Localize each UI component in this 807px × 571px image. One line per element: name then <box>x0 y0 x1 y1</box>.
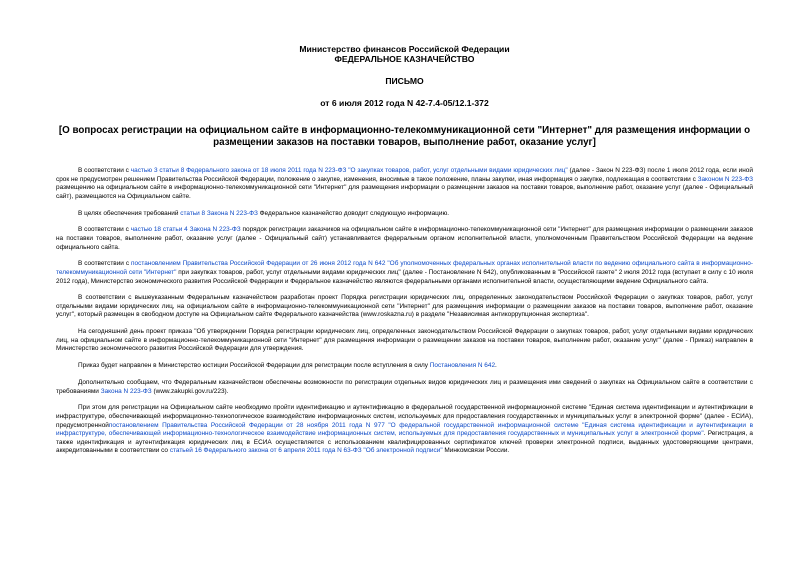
link-resolution-642-short[interactable]: Постановления N 642 <box>429 362 496 370</box>
paragraph-5: В соответствии с вышеуказанным Федеральным казначейством разработан проект Порядка регистрации юридических лиц, определенных законодательством Российской Федерации о закупках товаров, работ, услуг отдельными видами юридических лиц, на официальном сайте в информационно-телекоммуникационной сети "Интернет" для размещения информации о размещении заказов на поставки товаров, выполнение работ, оказание услуг", который размещен в свободном доступе на Официальном сайте Федерального казначейства (www.roskazna.ru) в разделе "Независимая антикоррупционная экспертиза". <box>56 294 753 319</box>
treasury-name: ФЕДЕРАЛЬНОЕ КАЗНАЧЕЙСТВО <box>334 54 475 64</box>
document-header <box>56 44 753 108</box>
paragraph-3: В соответствии с частью 18 статьи 4 Закона N 223-ФЗ порядок регистрации заказчиков на официальном сайте в информационно-телекоммуникационной сети "Интернет" для размещения информации о размещении заказов на поставки товаров, выполнение работ, оказание услуг (далее - Официальный сайт) устанавливается федеральным органом исполнительной власти, уполномоченным Правительством Российской Федерации на ведение официального сайта. <box>56 226 753 251</box>
paragraph-9: При этом для регистрации на Официальном сайте необходимо пройти идентификацию и аутентификацию в федеральной государственной информационной системе "Единая система идентификации и аутентификации в инфраструктуре, обеспечивающей информационно-технологическое взаимодействие информационных систем, используемых для предоставления государственных и муниципальных услуг в электронной форме" (далее - ЕСИА), предусмотреннойпостановлением Правительства Российской Федерации от 28 ноября 2011 года N 977 "О федеральной государственной информационной системе "Единая система идентификации и аутентификации в инфраструктуре, обеспечивающей информационно-технологическое взаимодействие информационных систем, используемых для предоставления государственных и муниципальных услуг в электронной форме". Регистрация, а также идентификация и аутентификация юридических лиц в ЕСИА осуществляется с использованием квалифицированных сертификатов ключей проверки электронной подписи, выданных удостоверяющими центрами, аккредитованными в соответствии со статьей 16 Федерального закона от 6 апреля 2011 года N 63-ФЗ "Об электронной подписи" Минкомсвязи России. <box>56 404 753 455</box>
document-type: ПИСЬМО <box>385 76 424 86</box>
paragraph-4: В соответствии с постановлением Правительства Российской Федерации от 26 июня 2012 года N 642 "Об уполномоченных федеральных органах исполнительной власти по ведению официального сайта в информационно-телекоммуникационной сети "Интернет" при закупках товаров, работ, услуг отдельными видами юридических лиц" (далее - Постановление N 642), опубликованным в "Российской газете" 2 июля 2012 года (вступает в силу с 10 июля 2012 года), Министерство экономического развития Российской Федерации и Федеральное казначейство являются федеральными органами исполнительной власти, осуществляющими ведение Официального сайта. <box>56 260 754 285</box>
link-part18-art4-law-223[interactable]: частью 18 статьи 4 Закона N 223-ФЗ <box>130 226 241 234</box>
link-resolution-977[interactable]: постановлением Правительства Российской Федерации от 28 ноября 2011 года N 977 "О федеральной государственной информационной системе "Единая система идентификации и аутентификации в инфраструктуре, обеспечивающей информационно-технологическое взаимодействие информационных систем, используемых для предоставления государственных и муниципальных услуг в электронной форме" <box>56 421 753 438</box>
paragraph-6: На сегодняшний день проект приказа "Об утверждении Порядка регистрации юридических лиц, определенных законодательством Российской Федерации о закупках товаров, работ, услуг отдельными видами юридических лиц, на официальном сайте в информационно-телекоммуникационной сети "Интернет" для размещения информации о размещении заказов на поставки товаров, выполнение работ, оказание услуг" (далее - Приказ) направлен в Министерство экономического развития Российской Федерации для утверждения. <box>56 328 753 353</box>
document-number: от 6 июля 2012 года N 42-7.4-05/12.1-372 <box>320 98 489 108</box>
paragraph-7: Приказ будет направлен в Министерство юстиции Российской Федерации для регистрации после вступления в силу Постановления N 642. <box>78 362 497 370</box>
document-title: [О вопросах регистрации на официальном сайте в информационно-телекоммуникационной сети "Интернет" для размещения информации о размещении заказов на поставки товаров, выполнение работ, оказание услуг] <box>58 125 751 148</box>
link-law-223-part3-art8[interactable]: частью 3 статьи 8 Федерального закона от 18 июля 2011 года N 223-ФЗ "О закупках товаров, работ, услуг отдельными видами юридических лиц" <box>130 167 568 174</box>
paragraph-1: В соответствии с частью 3 статьи 8 Федерального закона от 18 июля 2011 года N 223-ФЗ "О закупках товаров, работ, услуг отдельными видами юридических лиц" (далее - Закон N 223-ФЗ) после 1 июля 2012 года, если иной срок не предусмотрен решением Правительства Российской Федерации, положение о закупке, изменения, вносимые в такое положение, планы закупки, иная информация о закупке, подлежащая в соответствии с Законом N 223-ФЗ размещению на официальном сайте в информационно-телекоммуникационной сети "Интернет" для размещения информации о размещении заказов на поставки товаров, выполнение работ, оказание услуг (далее - Официальный сайт), размещаются на Официальном сайте. <box>56 167 753 200</box>
paragraph-8: Дополнительно сообщаем, что Федеральным казначейством обеспечены возможности по регистрации отдельных видов юридических лиц и размещения ими сведений о закупках на Официальном сайте в соответствии с требованиями Закона N 223-ФЗ (www.zakupki.gov.ru/223). <box>56 379 753 395</box>
link-law-223-requirements[interactable]: Закона N 223-ФЗ <box>100 387 152 395</box>
link-art8-law-223[interactable]: статьи 8 Закона N 223-ФЗ <box>180 209 258 217</box>
link-law-223[interactable]: Законом N 223-ФЗ <box>697 175 753 183</box>
link-art16-law-63[interactable]: статьей 16 Федерального закона от 6 апреля 2011 года N 63-ФЗ "Об электронной подписи" <box>169 447 443 455</box>
paragraph-2: В целях обеспечения требований статьи 8 Закона N 223-ФЗ Федеральное казначейство доводит следующую информацию. <box>78 209 450 217</box>
ministry-name: Министерство финансов Российской Федерации <box>299 44 510 54</box>
document-body <box>56 167 753 456</box>
link-resolution-642[interactable]: постановлением Правительства Российской Федерации от 26 июня 2012 года N 642 "Об уполномоченных федеральных органах исполнительной власти по ведению официального сайта в информационно-телекоммуникационной сети "Интернет" <box>56 260 753 276</box>
